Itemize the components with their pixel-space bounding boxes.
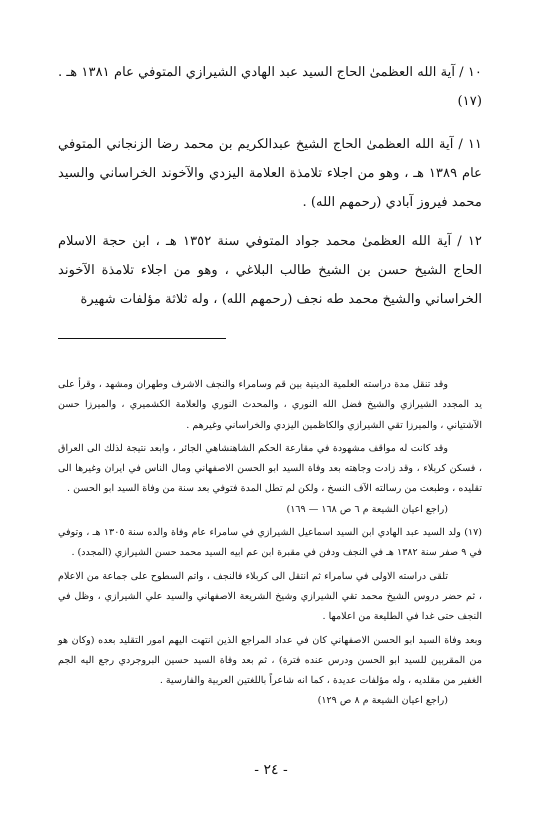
footnote-paragraph: تلقى دراسته الاولى في سامراء ثم انتقل الى كربلاء فالنجف ، واتم السطوح على جماعة من الاعلام ، ثم حضر دروس الشيخ محمد تقي الشيرازي وشيخ الشريعة الاصفهاني والسيد علي الشيرازي ، وظل في النجف حتى غدا في الطليعة من اعلامها . xyxy=(58,570,482,623)
footnote-paragraph: وبعد وفاة السيد ابو الحسن الاصفهاني كان في عداد المراجع الذين انتهت اليهم امور التقليد بعده (وكان هو من المقربين للسيد ابو الحسن ودرس عنده فترة) ، ثم بعد وفاة السيد حسين البروجردي رجع اليه الجم الغفير من مقلديه ، وله مؤلفات عديدة ، كما انه شاعراً باللغتين العربية والفارسية . xyxy=(58,634,482,687)
footnote-divider xyxy=(58,338,226,339)
main-text xyxy=(58,58,482,324)
footnote-paragraph: وقد تنقل مدة دراسته العلمية الدينية بين قم وسامراء والنجف الاشرف وطهران ومشهد ، وقرأ على يد المجدد الشيرازي والشيخ فضل الله النوري ، والمحدث النوري والعلامة الكشميري ، والميرزا حسن الآشتياني ، والميرزا تقي الشيرازي والكاظمين اليزدي والخراساني وغيرهم . xyxy=(58,379,482,431)
footnotes xyxy=(58,375,482,712)
entry-paragraph-12: ١٢ / آية الله العظمىٰ محمد جواد المتوفي سنة ١٣٥٢ هـ ، ابن حجة الاسلام الحاج الشيخ حسن بن الشيخ طالب البلاغي ، وهو من اجلاء تلامذة الآخوند الخراساني والشيخ محمد طه نجف (رحمهم الله) ، وله ثلاثة مؤلفات شهيرة xyxy=(58,234,482,307)
entry-paragraph-11: ١١ / آية الله العظمىٰ الحاج الشيخ عبدالكريم بن محمد رضا الزنجاني المتوفي عام ١٣٨٩ هـ ، وهو من اجلاء تلامذة العلامة اليزدي والآخوند الخراساني والسيد محمد فيروز آبادي (رحمهم الله) . xyxy=(58,137,482,210)
footnote-paragraph: وقد كانت له مواقف مشهودة في مقارعة الحكم الشاهنشاهي الجائر ، وابعد نتيجة لذلك الى العراق ، فسكن كربلاء ، وقد زادت وجاهته بعد وفاة السيد ابو الحسن الاصفهاني ومال الناس في ايران وغيرها الى تقليده ، وطبعت من رسالته الآف النسخ ، ولكن لم تطل المدة فتوفي بعد سنة من وفاة السيد ابو الحسن . xyxy=(58,442,483,495)
page-number: - ٢٤ - xyxy=(254,762,288,778)
footnote-17: (١٧) ولد السيد عبد الهادي ابن السيد اسماعيل الشيرازي في سامراء عام وفاة والده سنة ١٣٠٥ هـ ، وتوفي في ٩ صفر سنة ١٣٨٢ هـ في النجف ودفن في مقبرة ابن عم ابيه السيد محمد حسن الشيرازي (المجدد) . xyxy=(58,527,482,559)
entry-paragraph-10: ١٠ / آية الله العظمىٰ الحاج السيد عبد الهادي الشيرازي المتوفي عام ١٣٨١ هـ . (١٧) xyxy=(58,65,482,109)
footnote-reference: (راجع اعيان الشيعة م ٦ ص ١٦٨ — ١٦٩) xyxy=(286,503,448,515)
footnote-reference: (راجع اعيان الشيعة م ٨ ص ١٢٩) xyxy=(317,695,448,707)
